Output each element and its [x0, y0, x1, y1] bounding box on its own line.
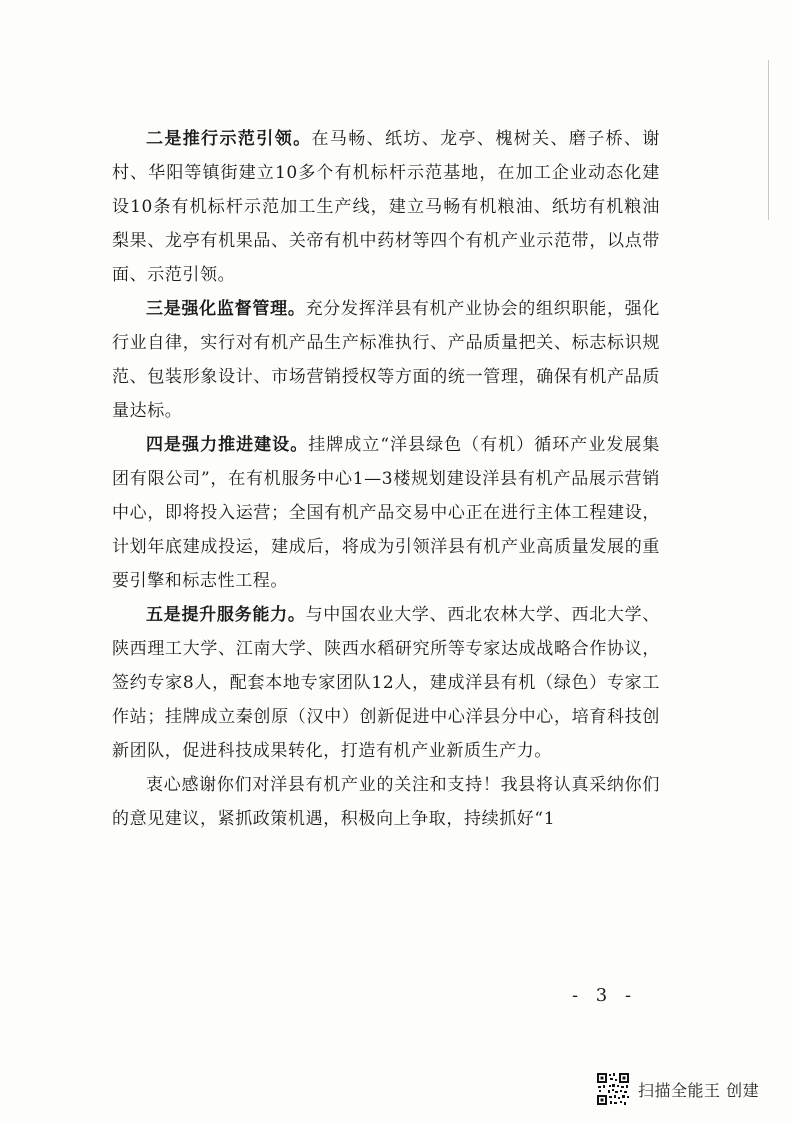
paragraph-lead: 二是推行示范引领。 [146, 129, 312, 149]
paragraph-text: 充分发挥洋县有机产业协会的组织职能，强化行业自律，实行对有机产品生产标准执行、产品质量把关、标志标识规范、包装形象设计、市场营销授权等方面的统一管理，确保有机产品质量达标。 [112, 299, 661, 421]
scan-edge-line [768, 60, 769, 220]
paragraph-construction [112, 428, 660, 598]
paragraph-demonstration [112, 122, 660, 292]
paragraph-supervision [112, 292, 660, 428]
paragraph-lead: 四是强力推进建设。 [146, 435, 309, 455]
qr-code-icon [596, 1072, 630, 1106]
document-body [112, 122, 660, 836]
paragraph-lead: 五是提升服务能力。 [146, 605, 306, 625]
paragraph-text: 挂牌成立“洋县绿色（有机）循环产业发展集团有限公司”，在有机服务中心1—3楼规划建设洋县有机产品展示营销中心，即将投入运营；全国有机产品交易中心正在进行主体工程建设，计划年底建成投运，建成后，将成为引领洋县有机产业高质量发展的重要引擎和标志性工程。 [112, 435, 660, 591]
paragraph-text: 在马畅、纸坊、龙亭、槐树关、磨子桥、谢村、华阳等镇街建立10多个有机标杆示范基地，在加工企业动态化建设10条有机标杆示范加工生产线，建立马畅有机粮油、纸坊有机粮油梨果、龙亭有机果品、关帝有机中药材等四个有机产业示范带，以点带面、示范引领。 [112, 129, 660, 285]
paragraph-service [112, 598, 660, 768]
scan-watermark [596, 1072, 759, 1106]
page-number: - 3 - [572, 985, 638, 1006]
paragraph-lead: 三是强化监督管理。 [146, 299, 306, 319]
paragraph-text: 与中国农业大学、西北农林大学、西北大学、陕西理工大学、江南大学、陕西水稻研究所等专家达成战略合作协议，签约专家8人，配套本地专家团队12人，建成洋县有机（绿色）专家工作站；挂牌成立秦创原（汉中）创新促进中心洋县分中心，培育科技创新团队，促进科技成果转化，打造有机产业新质生产力。 [112, 605, 661, 761]
paragraph-text: 衷心感谢你们对洋县有机产业的关注和支持！我县将认真采纳你们的意见建议，紧抓政策机遇，积极向上争取，持续抓好“1 [112, 775, 660, 829]
paragraph-thanks [112, 768, 660, 836]
scan-watermark-text: 扫描全能王 创建 [638, 1080, 760, 1100]
